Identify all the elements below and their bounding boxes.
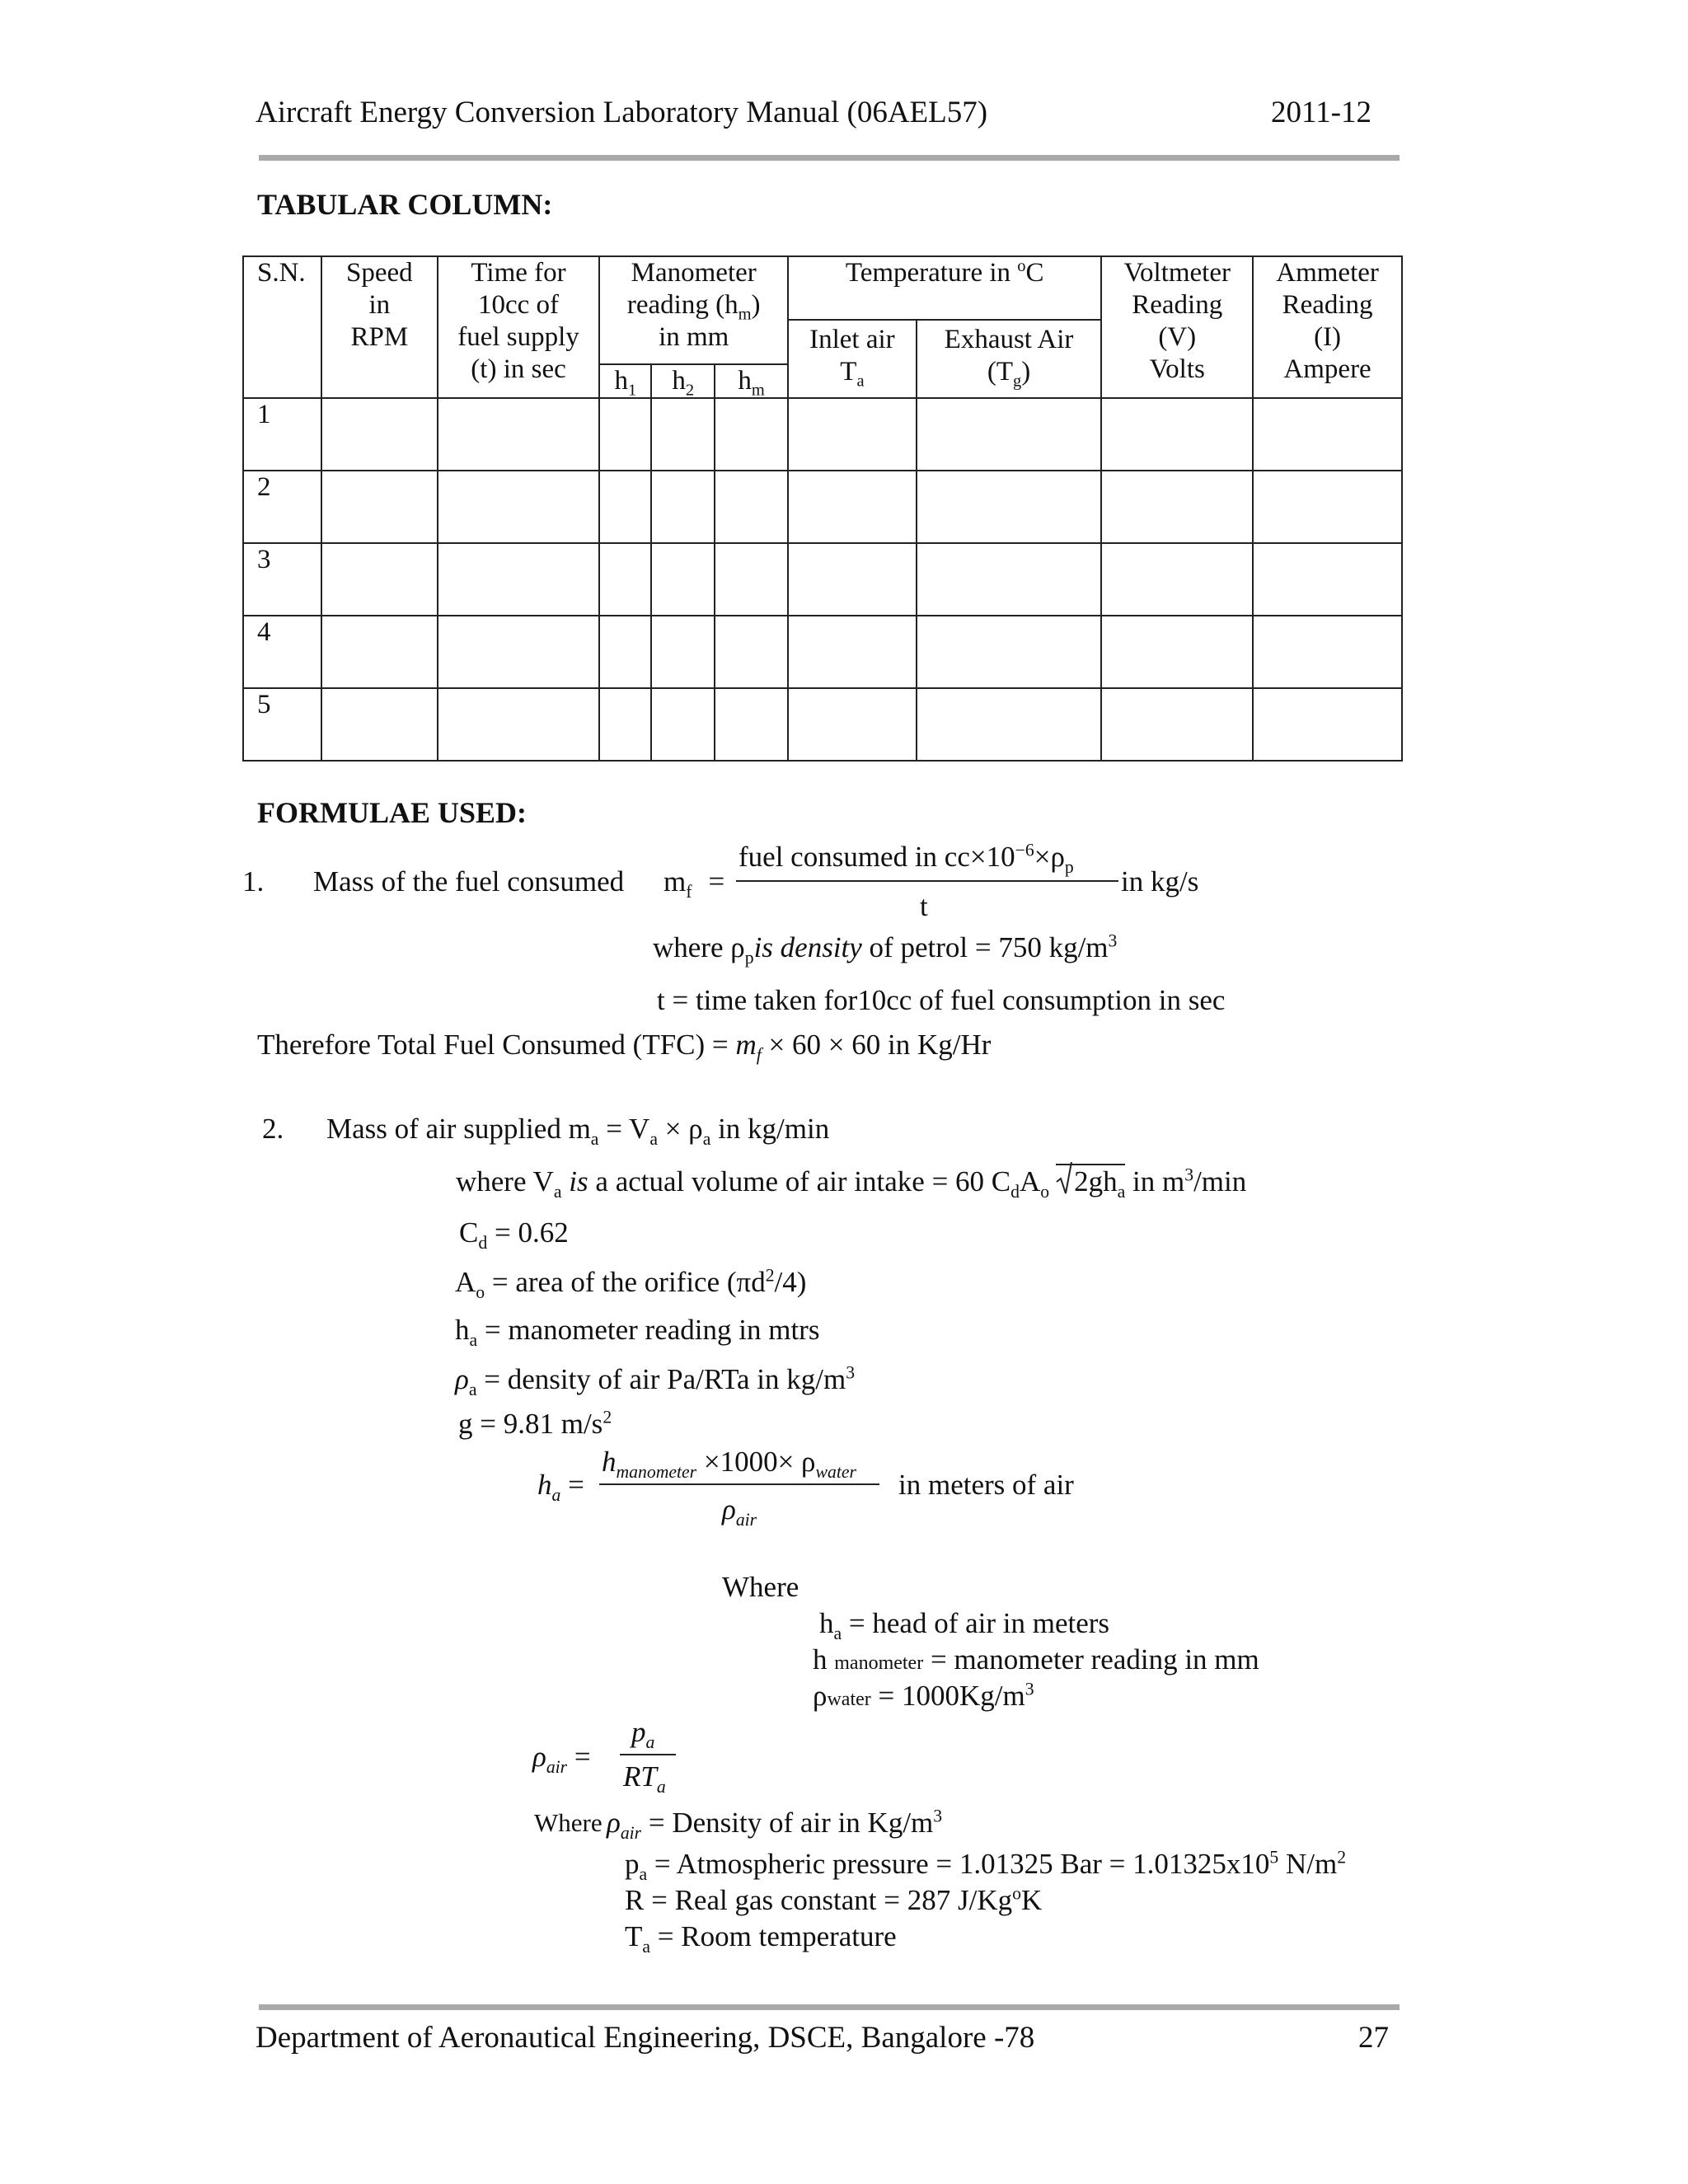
observation-table bbox=[242, 255, 1403, 762]
cell-volt bbox=[1101, 688, 1253, 761]
cell-speed bbox=[321, 398, 438, 471]
footer-rule bbox=[259, 2004, 1400, 2010]
col-manometer-header: Manometer reading $(h_m)$ in mm bbox=[599, 256, 788, 364]
definition-ta: $T_a$ = Room temperature bbox=[625, 1920, 897, 1957]
formula-2-ha-fraction-bar bbox=[599, 1483, 879, 1485]
row-number: 3 bbox=[243, 543, 321, 616]
formula-2-ha-denominator: $\rho_{air}$ bbox=[722, 1493, 757, 1530]
cell-h2 bbox=[651, 616, 715, 688]
cell-volt bbox=[1101, 616, 1253, 688]
cell-volt bbox=[1101, 398, 1253, 471]
cell-inlet bbox=[788, 543, 917, 616]
cell-volt bbox=[1101, 543, 1253, 616]
formula-1-t-definition: t = time taken for10cc of fuel consumption in sec bbox=[657, 984, 1226, 1016]
formula-2-number: 2. bbox=[262, 1113, 284, 1145]
rho-air-denominator: $RT_a$ bbox=[623, 1760, 666, 1797]
row-number: 5 bbox=[243, 688, 321, 761]
cell-amp bbox=[1253, 471, 1402, 543]
cell-inlet bbox=[788, 688, 917, 761]
col-exhaust-air-header: Exhaust Air $(T_g)$ bbox=[917, 320, 1102, 398]
definition-r: R = Real gas constant = 287 J/Kg$^o$K bbox=[625, 1883, 1043, 1916]
definition-rho-air: $\rho_{air}$ = Density of air in $Kg/m^3$ bbox=[607, 1806, 943, 1843]
cell-time bbox=[438, 471, 600, 543]
cell-hm bbox=[715, 471, 788, 543]
cell-exhaust bbox=[917, 543, 1102, 616]
col-voltmeter-header: Voltmeter Reading (V) Volts bbox=[1101, 256, 1253, 398]
col-hm-header: $h_m$ bbox=[715, 364, 788, 398]
tabular-heading: TABULAR COLUMN: bbox=[257, 188, 553, 221]
header-title: Aircraft Energy Conversion Laboratory Manual (06AEL57) bbox=[256, 96, 988, 129]
cell-speed bbox=[321, 688, 438, 761]
cell-time bbox=[438, 616, 600, 688]
table-row bbox=[243, 543, 1402, 616]
table-row bbox=[243, 688, 1402, 761]
table-row bbox=[243, 398, 1402, 471]
cell-exhaust bbox=[917, 398, 1102, 471]
cell-speed bbox=[321, 471, 438, 543]
formula-2-g: g = 9.81 $m/s^2$ bbox=[458, 1407, 612, 1440]
cell-h1 bbox=[599, 471, 651, 543]
col-ammeter-header: Ammeter Reading (I) Ampere bbox=[1253, 256, 1402, 398]
formula-2-cd: $C_d = 0.62$ bbox=[459, 1216, 569, 1253]
cell-volt bbox=[1101, 471, 1253, 543]
cell-time bbox=[438, 688, 600, 761]
header-year: 2011-12 bbox=[1271, 96, 1372, 129]
cell-hm bbox=[715, 543, 788, 616]
rho-air-lhs: $\rho_{air}$ = bbox=[532, 1741, 591, 1777]
table-row bbox=[243, 616, 1402, 688]
col-time-header: Time for 10cc of fuel supply (t) in sec bbox=[438, 256, 600, 398]
where-rho-water: ρwater = $1000Kg/m^3$ bbox=[813, 1679, 1034, 1712]
formulae-heading: FORMULAE USED: bbox=[257, 796, 528, 829]
cell-h2 bbox=[651, 398, 715, 471]
cell-amp bbox=[1253, 616, 1402, 688]
formula-2-ha-numerator: $h_{manometer} \times 1000\times \rho_{water}$ bbox=[602, 1446, 856, 1482]
formula-2-label: Mass of air supplied $m_a = V_a \times \rho_a$ in kg/min bbox=[326, 1113, 830, 1149]
cell-amp bbox=[1253, 688, 1402, 761]
col-inlet-air-header: Inlet air $T_a$ bbox=[788, 320, 917, 398]
col-sn-header: S.N. bbox=[243, 256, 321, 398]
where-h-manometer: h manometer = manometer reading in mm bbox=[813, 1643, 1259, 1675]
cell-amp bbox=[1253, 398, 1402, 471]
header-rule bbox=[259, 155, 1400, 161]
cell-h2 bbox=[651, 471, 715, 543]
formula-1-where: where $\rho_pis$ density of petrol = 750 $kg/m^3$ bbox=[653, 930, 1118, 968]
formula-1-label: Mass of the fuel consumed bbox=[313, 865, 625, 898]
cell-h1 bbox=[599, 688, 651, 761]
cell-time bbox=[438, 543, 600, 616]
col-h1-header: $h_1$ bbox=[599, 364, 651, 398]
cell-h1 bbox=[599, 616, 651, 688]
where-ha: $h_a$ = head of air in meters bbox=[819, 1607, 1110, 1643]
cell-amp bbox=[1253, 543, 1402, 616]
row-number: 1 bbox=[243, 398, 321, 471]
page-number: 27 bbox=[1358, 2021, 1389, 2055]
cell-exhaust bbox=[917, 471, 1102, 543]
row-number: 4 bbox=[243, 616, 321, 688]
formula-1-lhs: $m_f$ = bbox=[663, 865, 725, 902]
col-speed-header: Speed in RPM bbox=[321, 256, 438, 398]
cell-h2 bbox=[651, 688, 715, 761]
table-header-row-1 bbox=[243, 256, 1402, 320]
cell-hm bbox=[715, 616, 788, 688]
cell-speed bbox=[321, 616, 438, 688]
formula-2-where: Where bbox=[722, 1571, 799, 1603]
definition-pa: $p_a$ = Atmospheric pressure = 1.01325 Bar = $1.01325x10^5$ $N/m^2$ bbox=[625, 1847, 1347, 1884]
formula-2-ha-lhs: $h_a$ = bbox=[537, 1469, 584, 1505]
formula-1-fraction-bar bbox=[736, 880, 1118, 882]
cell-hm bbox=[715, 398, 788, 471]
formula-2-ha: $h_a$ = manometer reading in mtrs bbox=[455, 1314, 820, 1350]
cell-time bbox=[438, 398, 600, 471]
formula-1-number: 1. bbox=[242, 865, 265, 898]
formula-1-unit: in kg/s bbox=[1121, 865, 1199, 898]
formula-2-rho-a: $\rho_a$ = density of air Pa/RTa in $kg/m^3$ bbox=[455, 1362, 856, 1399]
formula-2-volume: where $V_a$ is a actual volume of air intake = 60 $C_dA_o$ $2gh_a$ in $m^3/\min$ bbox=[456, 1167, 1246, 1196]
formula-1-tfc: Therefore Total Fuel Consumed $(TFC) = m_f \times 60 \times 60$ in Kg/Hr bbox=[257, 1029, 992, 1065]
rho-air-fraction-bar bbox=[620, 1754, 676, 1755]
cell-h1 bbox=[599, 398, 651, 471]
cell-inlet bbox=[788, 398, 917, 471]
rho-air-numerator: $p_a$ bbox=[631, 1716, 655, 1752]
cell-inlet bbox=[788, 471, 917, 543]
formula-1-denominator: t bbox=[920, 890, 928, 922]
square-root-icon bbox=[1056, 1162, 1072, 1197]
cell-hm bbox=[715, 688, 788, 761]
row-number: 2 bbox=[243, 471, 321, 543]
cell-inlet bbox=[788, 616, 917, 688]
definitions-where: Where bbox=[534, 1808, 603, 1837]
formula-1-numerator: fuel consumed in $cc\times 10^{-6}\times\rho_p$ bbox=[738, 840, 1074, 877]
formula-2-ao: $A_o$ = area of the orifice $(\pi d^2/4)$ bbox=[455, 1265, 807, 1302]
cell-h1 bbox=[599, 543, 651, 616]
cell-h2 bbox=[651, 543, 715, 616]
cell-exhaust bbox=[917, 688, 1102, 761]
col-temperature-header: Temperature in $^o$C bbox=[788, 256, 1101, 320]
formula-2-ha-unit: in meters of air bbox=[898, 1469, 1074, 1501]
cell-speed bbox=[321, 543, 438, 616]
cell-exhaust bbox=[917, 616, 1102, 688]
col-h2-header: $h_2$ bbox=[651, 364, 715, 398]
footer-text: Department of Aeronautical Engineering, DSCE, Bangalore -78 bbox=[256, 2021, 1035, 2055]
table-row bbox=[243, 471, 1402, 543]
